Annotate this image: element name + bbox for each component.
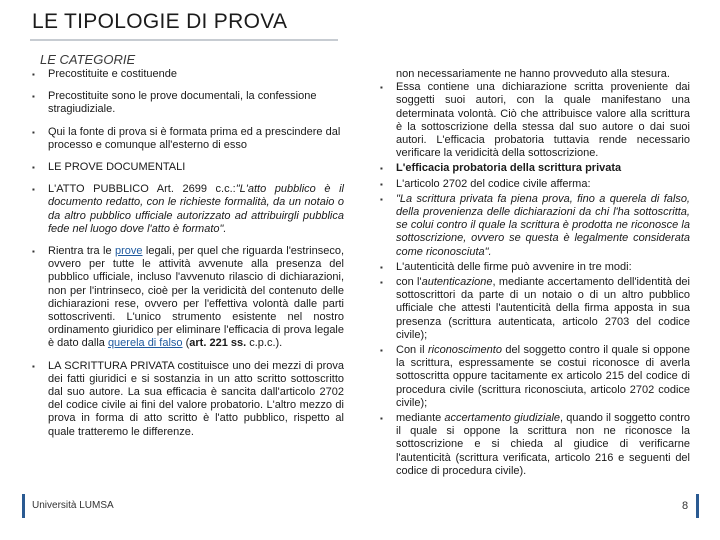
- item-text: Con il: [396, 344, 428, 357]
- item-text: del soggetto contro il quale si oppone la scrittura, espressamente se costui riconosce di averla sottoscritta oppure tacitamente ex articolo 215 del codice di procedura civile (scrittura riconosciuta, articolo 2702 codice civile);: [396, 344, 690, 409]
- square-bullet-icon: ▪: [32, 247, 35, 257]
- list-item: [30, 161, 344, 174]
- slide-title: LE TIPOLOGIE DI PROVA: [32, 10, 288, 33]
- square-bullet-icon: ▪: [32, 70, 35, 79]
- list-item: [30, 245, 344, 351]
- institution-name: Università LUMSA: [32, 500, 114, 511]
- page-number: 8: [682, 500, 689, 512]
- right-column: [378, 68, 690, 480]
- square-bullet-icon: ▪: [32, 92, 35, 102]
- square-bullet-icon: ▪: [32, 185, 35, 195]
- prove-link[interactable]: prove: [114, 245, 143, 258]
- square-bullet-icon: ▪: [380, 262, 383, 272]
- left-column: [30, 68, 344, 448]
- list-item: [30, 183, 344, 236]
- item-heading: L'efficacia probatoria della scrittura privata: [396, 162, 622, 175]
- square-bullet-icon: ▪: [380, 414, 383, 424]
- square-bullet-icon: ▪: [380, 179, 383, 189]
- list-item: [378, 162, 690, 175]
- list-item: [378, 412, 690, 478]
- list-item: [378, 344, 690, 410]
- square-bullet-icon: ▪: [380, 346, 383, 356]
- list-item: [30, 90, 344, 116]
- square-bullet-icon: ▪: [380, 278, 383, 288]
- item-text: legali, per quel che riguarda l'estrinseco, ovvero per tutte le attività avvenute alla presenza del pubblico ufficiale, incluso l'avvenuto rilascio di dichiarazioni, non per l'intrinseco, cioè per la veridicità del contenuto delle dichiarazioni rese, ovvero per l'effettiva volontà dalle parti sottoscriventi. L'unico strumento esistente nel nostro ordinamento giuridico per eliminare l'efficacia di prova legale è dato dalla: [48, 245, 345, 350]
- list-item: [378, 193, 690, 259]
- item-text: Precostituite sono le prove documentali, la confessione stragiudiziale.: [48, 90, 317, 116]
- term-text: accertamento giudiziale: [444, 412, 561, 425]
- square-bullet-icon: ▪: [32, 163, 35, 173]
- item-text: Essa contiene una dichiarazione scritta proveniente dai soggetti suoi autori, con la quale manifestano una determinata volontà. Ciò che attribuisce valore alla scrittura è la sottoscrizione della stessa dal suo autore o dai suoi autori. L'efficacia probatoria tuttavia rende necessario verificare la veridicità della sottoscrizione.: [396, 81, 690, 160]
- item-text: , mediante accertamento dell'identità dei sottoscrittori da parte di un notaio o di un altro pubblico ufficiale che attesti l'autenticità della firma apposta in sua presenza (scrittura autenticata, articolo 2703 del codice civile);: [396, 276, 690, 341]
- item-text: L'articolo 2702 del codice civile afferma:: [396, 177, 591, 190]
- article-ref: art. 221 ss.: [189, 337, 247, 350]
- title-underline: [30, 39, 338, 41]
- item-text: , quando il soggetto contro il quale si oppone la scrittura non ne riconosce la sottoscrizione e si chieda al giudice di verificarne l'autenticità (scrittura verificata, articolo 216 e seguenti del codice di procedura civile).: [396, 412, 690, 477]
- footer-accent-bar: [22, 494, 25, 518]
- term-text: autenticazione: [421, 276, 493, 289]
- list-item: [378, 276, 690, 342]
- list-item: [30, 126, 344, 152]
- square-bullet-icon: ▪: [32, 361, 35, 371]
- list-item: [378, 178, 690, 191]
- item-text: Qui la fonte di prova si è formata prima ed a prescindere dal processo e comunque all'esterno di esso: [48, 125, 341, 151]
- list-item: [30, 68, 344, 81]
- list-item: [30, 360, 344, 439]
- continuation-text: non necessariamente ne hanno provveduto alla stesura.: [396, 68, 670, 80]
- item-text: LE PROVE DOCUMENTALI: [48, 161, 186, 174]
- item-text: con l': [396, 276, 422, 289]
- page-number-accent-bar: [696, 494, 699, 518]
- square-bullet-icon: ▪: [380, 83, 383, 93]
- square-bullet-icon: ▪: [32, 127, 35, 137]
- quote-text: "L'atto pubblico è il documento redatto, con le richieste formalità, da un notaio o da altro pubblico ufficiale autorizzato ad attribuirgli pubblica fede nel luogo dove l'atto è formato".: [48, 183, 344, 235]
- item-text: L'ATTO PUBBLICO Art. 2699 c.c.:: [48, 183, 236, 196]
- item-text: LA SCRITTURA PRIVATA costituisce uno dei mezzi di prova dei fatti giuridici e si sostanzia in un atto scritto sottoscritto dal suo autore. La sua efficacia è sancita dall'articolo 2702 del codice civile ai fini del valore probatorio. L'altro mezzo di prova in forma di atto scritto è l'atto pubblico, rispetto al quale tratteremo le differenze.: [48, 359, 344, 438]
- quote-text: "La scrittura privata fa piena prova, fino a querela di falso, della provenienza delle dichiarazioni da chi l'ha sottoscritta, se colui contro il quale la scrittura è prodotta ne riconosce la sottoscrizione, ovvero se questa è legalmente considerata come riconosciuta".: [396, 192, 690, 258]
- item-text: mediante: [396, 412, 445, 425]
- square-bullet-icon: ▪: [380, 194, 383, 204]
- querela-di-falso-link[interactable]: querela di falso: [107, 337, 183, 350]
- square-bullet-icon: ▪: [380, 164, 383, 174]
- term-text: riconoscimento: [427, 344, 502, 357]
- item-text: L'autenticità delle firme può avvenire in tre modi:: [396, 260, 632, 273]
- item-text: c.p.c.).: [246, 337, 283, 350]
- list-item: [378, 81, 690, 160]
- section-subtitle: LE CATEGORIE: [40, 52, 136, 67]
- item-text: Precostituite e costituende: [48, 68, 178, 80]
- list-item: [378, 261, 690, 274]
- item-text: (: [182, 337, 190, 350]
- item-text: Rientra tra le: [48, 245, 115, 258]
